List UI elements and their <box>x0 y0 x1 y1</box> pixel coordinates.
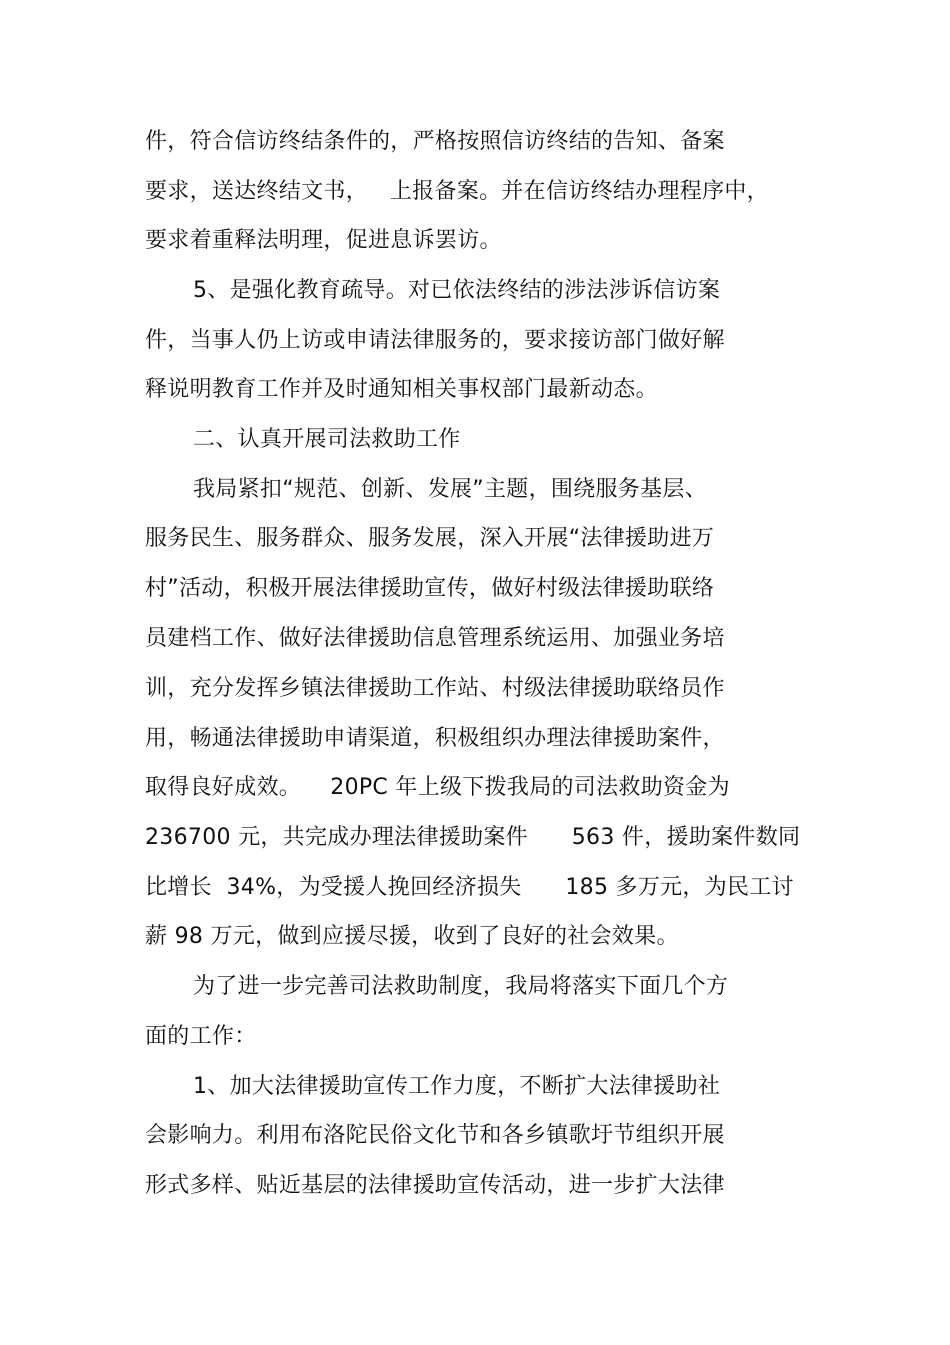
text-line: 件，当事人仍上访或申请法律服务的，要求接访部门做好解 <box>145 328 725 353</box>
text-line: 员建档工作、做好法律援助信息管理系统运用、加强业务培 <box>145 626 725 651</box>
text-line: 薪 98 万元，做到应援尽援，收到了良好的社会效果。 <box>145 924 679 949</box>
text-line: 释说明教育工作并及时通知相关事权部门最新动态。 <box>145 377 658 402</box>
text-line: 形式多样、贴近基层的法律援助宣传活动，进一步扩大法律 <box>145 1173 725 1198</box>
text-line: 面的工作： <box>145 1024 257 1049</box>
text-line: 会影响力。利用布洛陀民俗文化节和各乡镇歌圩节组织开展 <box>145 1123 725 1148</box>
text-line: 236700 元，共完成办理法律援助案件 563 件，援助案件数同 <box>145 825 801 850</box>
text-line: 用，畅通法律援助申请渠道，积极组织办理法律援助案件， <box>145 726 725 751</box>
text-line: 要求，送达终结文书， 上报备案。并在信访终结办理程序中， <box>145 179 769 204</box>
text-line: 件，符合信访终结条件的，严格按照信访终结的告知、备案 <box>145 129 725 154</box>
section-heading: 二、认真开展司法救助工作 <box>193 427 461 452</box>
text-line: 比增长 34%，为受援人挽回经济损失 185 多万元，为民工讨 <box>145 875 794 900</box>
text-line: 为了进一步完善司法救助制度，我局将落实下面几个方 <box>193 974 729 999</box>
text-line: 我局紧扣“规范、创新、发展”主题，围绕服务基层、 <box>193 477 707 502</box>
text-line: 训，充分发挥乡镇法律援助工作站、村级法律援助联络员作 <box>145 676 725 701</box>
text-line: 取得良好成效。 20PC 年上级下拨我局的司法救助资金为 <box>145 775 730 800</box>
text-line: 村”活动，积极开展法律援助宣传，做好村级法律援助联络 <box>145 576 715 601</box>
text-line: 1、加大法律援助宣传工作力度，不断扩大法律援助社 <box>193 1074 721 1099</box>
text-line: 要求着重释法明理，促进息诉罢访。 <box>145 228 502 253</box>
text-line: 服务民生、服务群众、服务发展，深入开展“法律援助进万 <box>145 526 715 551</box>
text-line: 5、是强化教育疏导。对已依法终结的涉法涉诉信访案 <box>193 278 721 303</box>
